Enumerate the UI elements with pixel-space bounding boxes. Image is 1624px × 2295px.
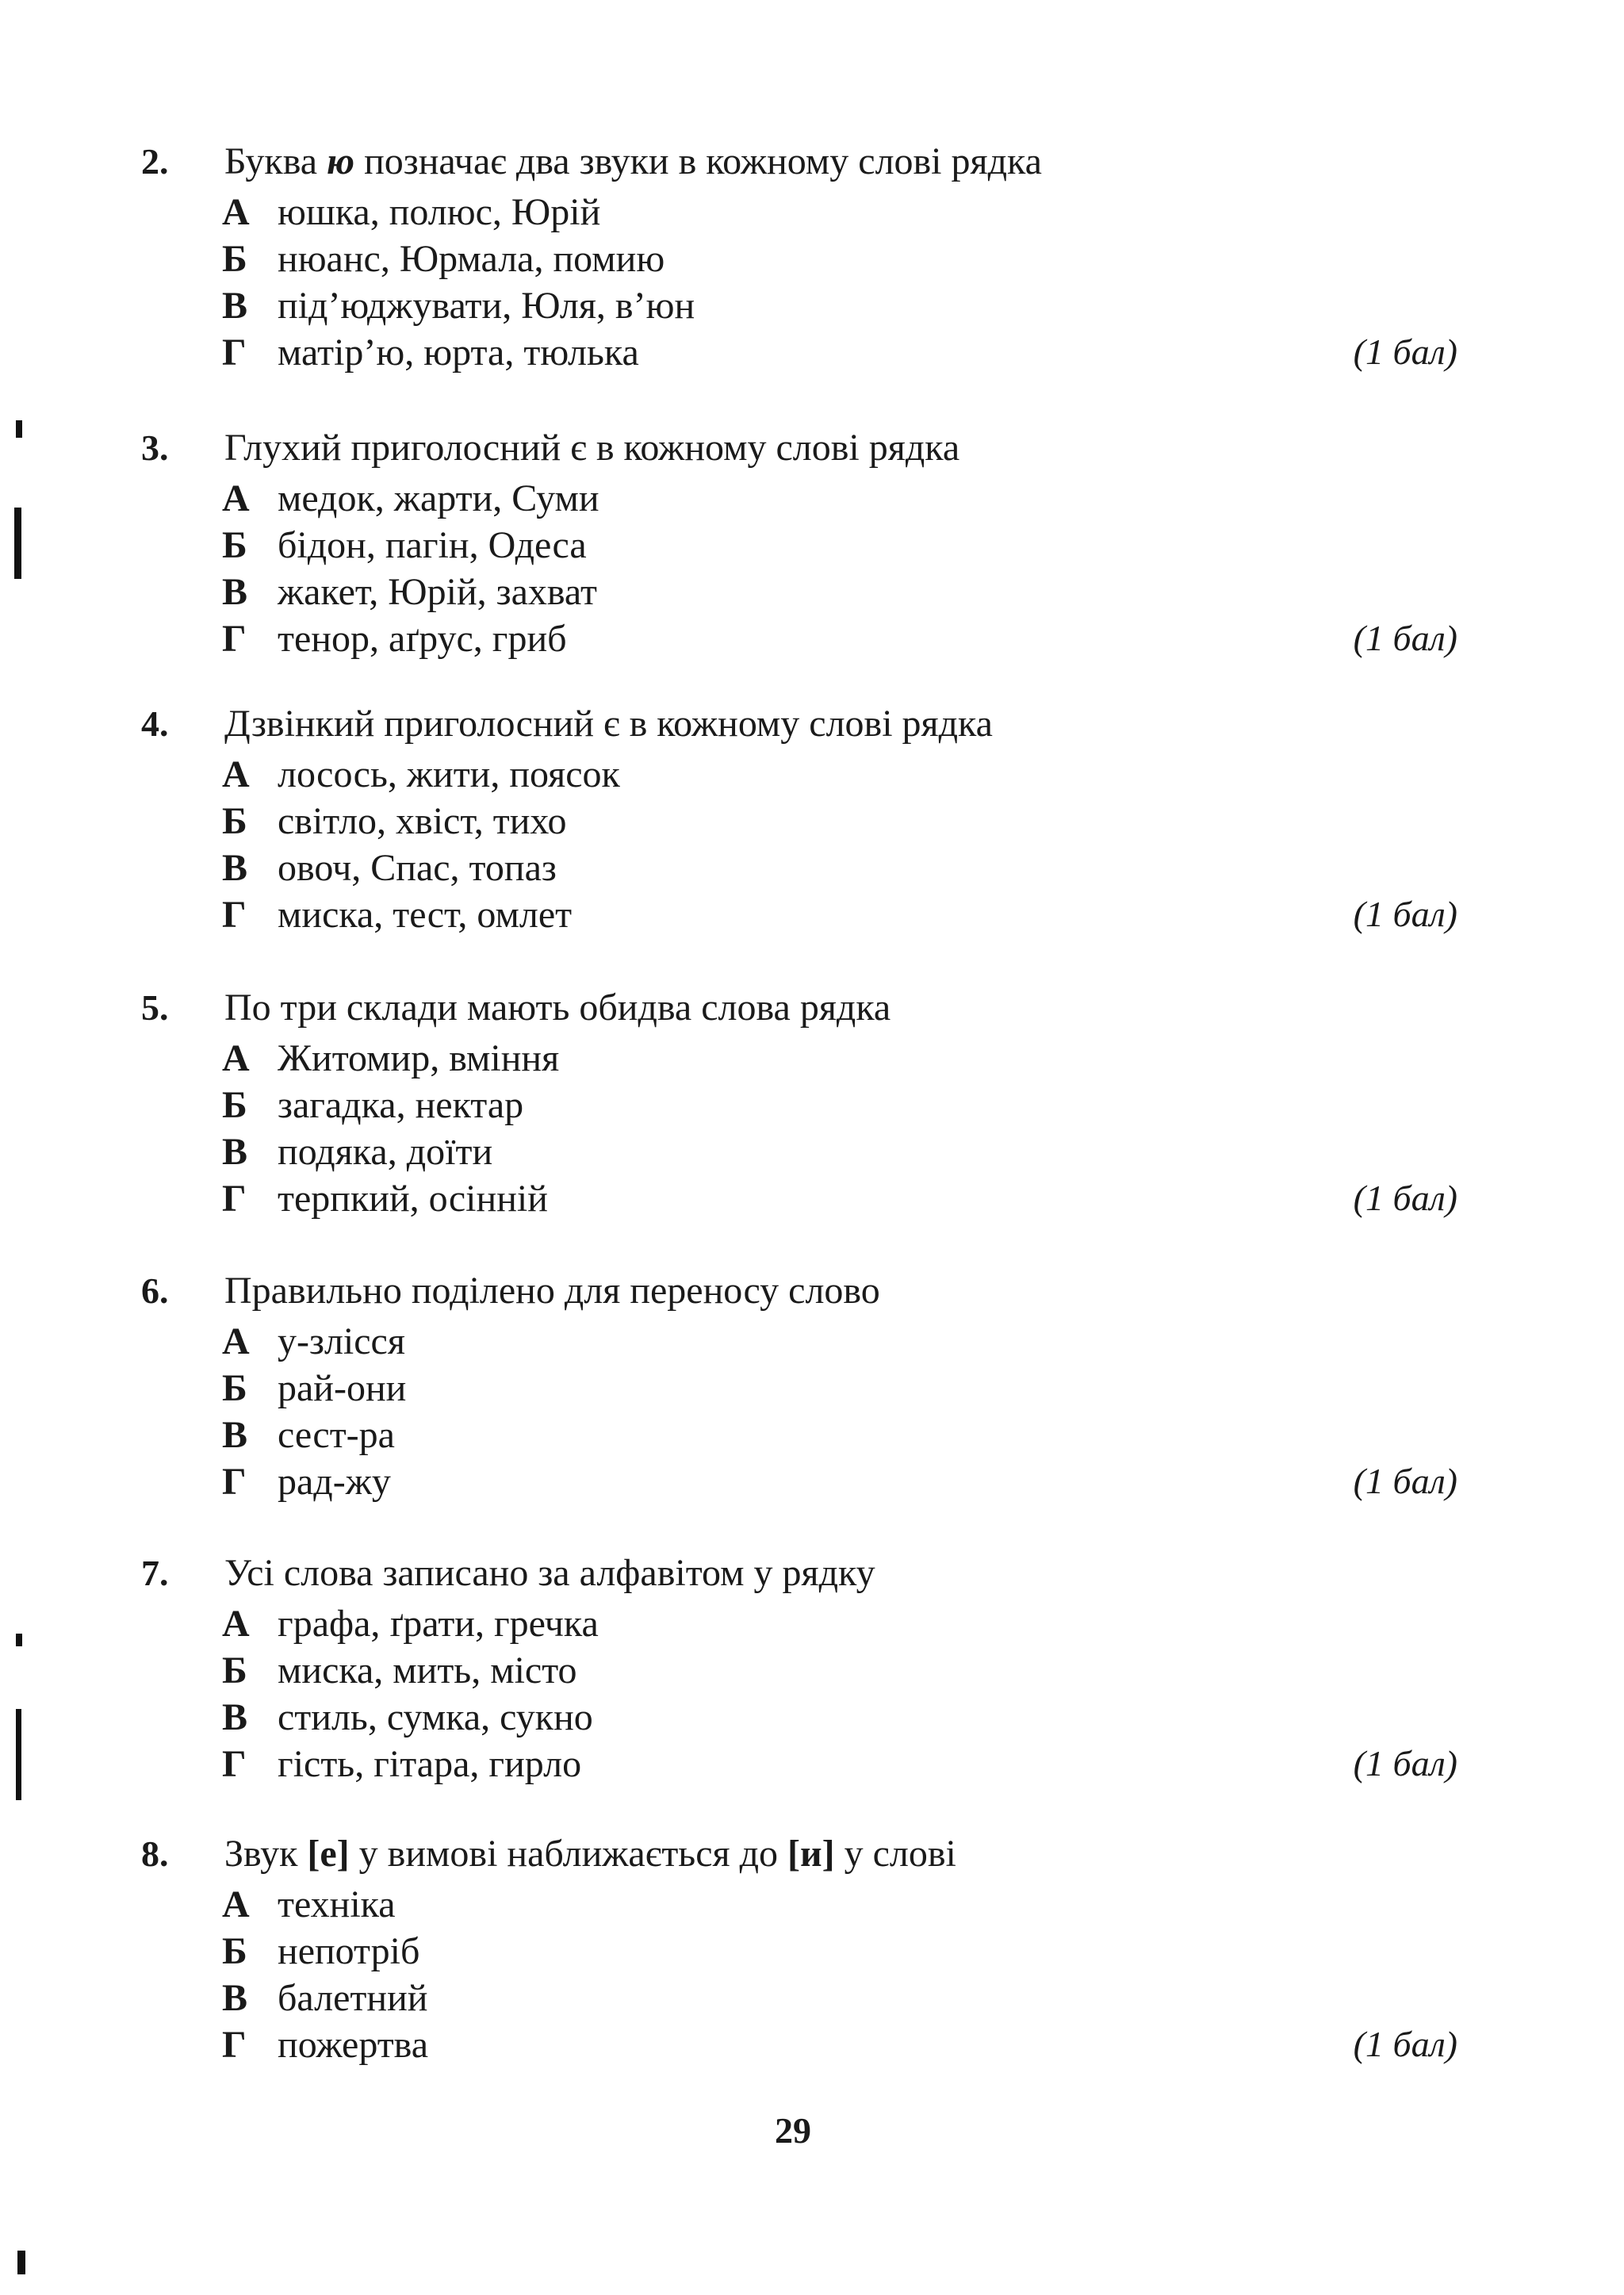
option-text: миска, тест, омлет [278,894,573,936]
question-6 [141,1269,1457,1507]
option-text: загадка, нектар [278,1084,524,1126]
score-label: (1 бал) [1353,331,1457,372]
option-a [141,753,1457,799]
option-a [141,1883,1457,1929]
question-number: 6. [141,1270,169,1311]
option-text: жакет, Юрій, захват [278,571,597,613]
option-text: під’юджувати, Юля, в’юн [278,285,695,327]
question-text: Буква ю позначає два звуки в кожному слові рядка [224,140,1042,182]
question-header [141,1832,1457,1883]
question-text: Правильно поділено для переносу слово [224,1270,880,1312]
option-text: терпкий, осінній [278,1178,548,1220]
scan-artifact [16,420,22,438]
option-c [141,284,1457,331]
option-letter: В [222,571,248,613]
option-text: Житомир, вміння [278,1037,560,1079]
option-letter: Г [222,894,247,936]
option-letter: А [222,1037,250,1079]
question-number: 7. [141,1553,169,1593]
option-letter: Б [222,1649,247,1692]
option-c [141,1413,1457,1460]
score-label: (1 бал) [1353,1461,1457,1501]
scan-artifact [17,2251,25,2274]
question-text: Глухий приголосний є в кожному слові рядка [224,427,960,469]
option-a [141,1036,1457,1083]
option-d [141,331,1457,377]
score-label: (1 бал) [1353,618,1457,658]
option-text: рай-они [278,1367,407,1409]
page-number: 29 [775,2110,811,2151]
option-b [141,1083,1457,1130]
option-text: у-злісся [278,1320,405,1362]
scan-artifact [14,508,21,579]
option-text: балетний [278,1977,428,2019]
question-text: Дзвінкий приголосний є в кожному слові рядка [224,703,993,745]
question-header [141,702,1457,753]
scan-artifact [16,1709,21,1800]
option-text: графа, ґрати, гречка [278,1603,599,1645]
option-b [141,1929,1457,1976]
option-letter: В [222,847,248,889]
question-number: 3. [141,427,169,468]
question-number: 4. [141,703,169,744]
option-letter: В [222,1414,248,1456]
question-header [141,986,1457,1036]
option-text: овоч, Спас, топаз [278,847,557,889]
option-a [141,1602,1457,1649]
option-d [141,2023,1457,2070]
question-text: По три склади мають обидва слова рядка [224,987,891,1029]
option-text: лосось, жити, поясок [278,753,620,795]
question-header [141,1269,1457,1320]
sound-symbol-y: [и] [787,1833,835,1875]
option-letter: В [222,285,248,327]
option-text: тенор, аґрус, гриб [278,618,567,660]
option-a [141,1320,1457,1366]
option-c [141,1695,1457,1742]
score-label: (1 бал) [1353,1178,1457,1218]
question-header [141,1551,1457,1602]
option-text: бідон, пагін, Одеса [278,524,587,566]
option-c [141,1976,1457,2023]
option-text: нюанс, Юрмала, помию [278,238,665,280]
option-letter: Г [222,1743,247,1785]
question-text: Усі слова записано за алфавітом у рядку [224,1552,875,1594]
score-label: (1 бал) [1353,894,1457,934]
option-letter: Г [222,2024,247,2066]
option-d [141,1460,1457,1507]
question-2 [141,140,1457,377]
question-7 [141,1551,1457,1789]
question-header [141,140,1457,190]
option-text: миска, мить, місто [278,1649,577,1692]
question-3 [141,426,1457,664]
option-letter: Б [222,1084,247,1126]
question-header [141,426,1457,477]
option-text: техніка [278,1883,396,1925]
option-a [141,190,1457,237]
option-b [141,799,1457,846]
option-c [141,1130,1457,1177]
question-text: Звук [е] у вимові наближається до [и] у слові [224,1833,956,1875]
option-a [141,477,1457,523]
question-number: 2. [141,141,169,182]
option-text: гість, гітара, гирло [278,1743,582,1785]
option-letter: Б [222,1367,247,1409]
option-text: пожертва [278,2024,429,2066]
sound-symbol-e: [е] [307,1833,350,1875]
option-c [141,846,1457,893]
option-d [141,1177,1457,1224]
option-text: сест-ра [278,1414,395,1456]
option-letter: Г [222,331,247,374]
option-letter: Б [222,524,247,566]
option-text: матір’ю, юрта, тюлька [278,331,639,374]
option-d [141,893,1457,940]
option-text: подяка, доїти [278,1131,493,1173]
question-5 [141,986,1457,1224]
option-text: стиль, сумка, сукно [278,1696,593,1738]
option-letter: В [222,1696,248,1738]
option-letter: Г [222,1461,247,1503]
option-b [141,1366,1457,1413]
question-4 [141,702,1457,940]
option-text: світло, хвіст, тихо [278,800,567,842]
option-letter: А [222,1320,250,1362]
score-label: (1 бал) [1353,1743,1457,1784]
question-8 [141,1832,1457,2070]
option-letter: Б [222,800,247,842]
option-letter: В [222,1977,248,2019]
option-letter: Б [222,238,247,280]
option-letter: Г [222,1178,247,1220]
emphasized-letter: ю [327,140,355,182]
option-letter: А [222,753,250,795]
option-text: непотріб [278,1930,420,1972]
option-text: юшка, полюс, Юрій [278,191,601,233]
option-letter: В [222,1131,248,1173]
option-letter: А [222,1883,250,1925]
scan-artifact [16,1634,22,1646]
option-b [141,237,1457,284]
option-letter: А [222,1603,250,1645]
option-text: медок, жарти, Суми [278,477,599,519]
option-c [141,570,1457,617]
option-d [141,1742,1457,1789]
score-label: (1 бал) [1353,2024,1457,2064]
option-letter: А [222,191,250,233]
option-d [141,617,1457,664]
option-letter: А [222,477,250,519]
option-text: рад-жу [278,1461,391,1503]
question-number: 5. [141,987,169,1028]
option-letter: Б [222,1930,247,1972]
option-b [141,523,1457,570]
question-number: 8. [141,1833,169,1874]
option-b [141,1649,1457,1695]
option-letter: Г [222,618,247,660]
